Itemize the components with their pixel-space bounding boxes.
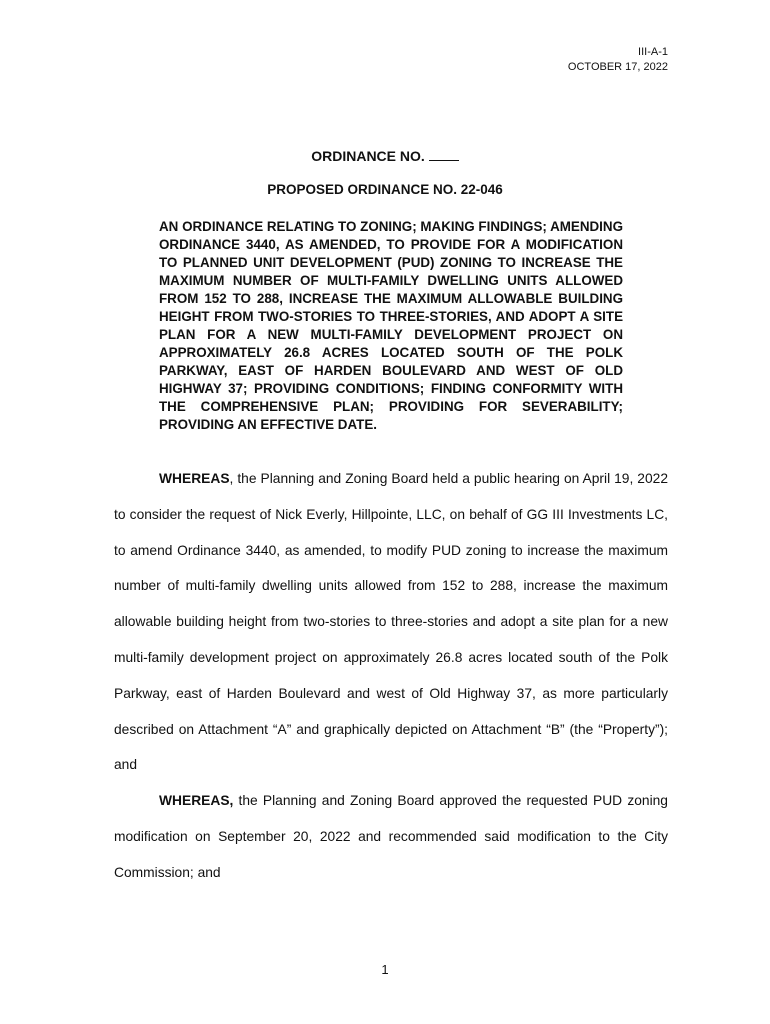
- ordinance-number-blank: [429, 147, 459, 161]
- page-number: 1: [381, 962, 389, 977]
- document-date: OCTOBER 17, 2022: [567, 61, 668, 73]
- ordinance-title: AN ORDINANCE RELATING TO ZONING; MAKING FINDINGS; AMENDING ORDINANCE 3440, AS AMENDED, TO PROVIDE FOR A MODIFICATION TO PLANNED UNIT DEVELOPMENT (PUD) ZONING TO INCREASE THE MAXIMUM NUMBER OF MULTI-FAMILY DWELLING UNITS ALLOWED FROM 152 TO 288, INCREASE THE MAXIMUM ALLOWABLE BUILDING HEIGHT FROM TWO-STORIES TO THREE-STORIES, AND ADOPT A SITE PLAN FOR A NEW MULTI-FAMILY DEVELOPMENT PROJECT ON APPROXIMATELY 26.8 ACRES LOCATED SOUTH OF THE POLK PARKWAY, EAST OF HARDEN BOULEVARD AND WEST OF OLD HIGHWAY 37; PROVIDING CONDITIONS; FINDING CONFORMITY WITH THE COMPREHENSIVE PLAN; PROVIDING FOR SEVERABILITY; PROVIDING AN EFFECTIVE DATE.: [159, 219, 623, 432]
- whereas-text: the Planning and Zoning Board approved the requested PUD zoning modification on September 20, 2022 and recommended said modification to the City Commission; and: [114, 793, 668, 880]
- whereas-paragraph: [114, 783, 668, 890]
- whereas-paragraph: [114, 461, 668, 783]
- proposed-ordinance-heading: PROPOSED ORDINANCE NO. 22-046: [267, 182, 503, 197]
- ordinance-number-label: ORDINANCE NO.: [311, 148, 425, 164]
- whereas-text: , the Planning and Zoning Board held a public hearing on April 19, 2022 to consider the request of Nick Everly, Hillpointe, LLC, on behalf of GG III Investments LC, to amend Ordinance 3440, as amended, to modify PUD zoning to increase the maximum number of multi-family dwelling units allowed from 152 to 288, increase the maximum allowable building height from two-stories to three-stories and adopt a site plan for a new multi-family development project on approximately 26.8 acres located south of the Polk Parkway, east of Harden Boulevard and west of Old Highway 37, as more particularly described on Attachment “A” and graphically depicted on Attachment “B” (the “Property”); and: [114, 471, 668, 773]
- document-code: III-A-1: [638, 46, 668, 58]
- ordinance-body: [114, 461, 668, 891]
- ordinance-number-heading: [0, 147, 770, 164]
- whereas-lead: WHEREAS: [159, 471, 230, 486]
- whereas-lead: WHEREAS,: [159, 793, 234, 809]
- page-header: [568, 45, 668, 75]
